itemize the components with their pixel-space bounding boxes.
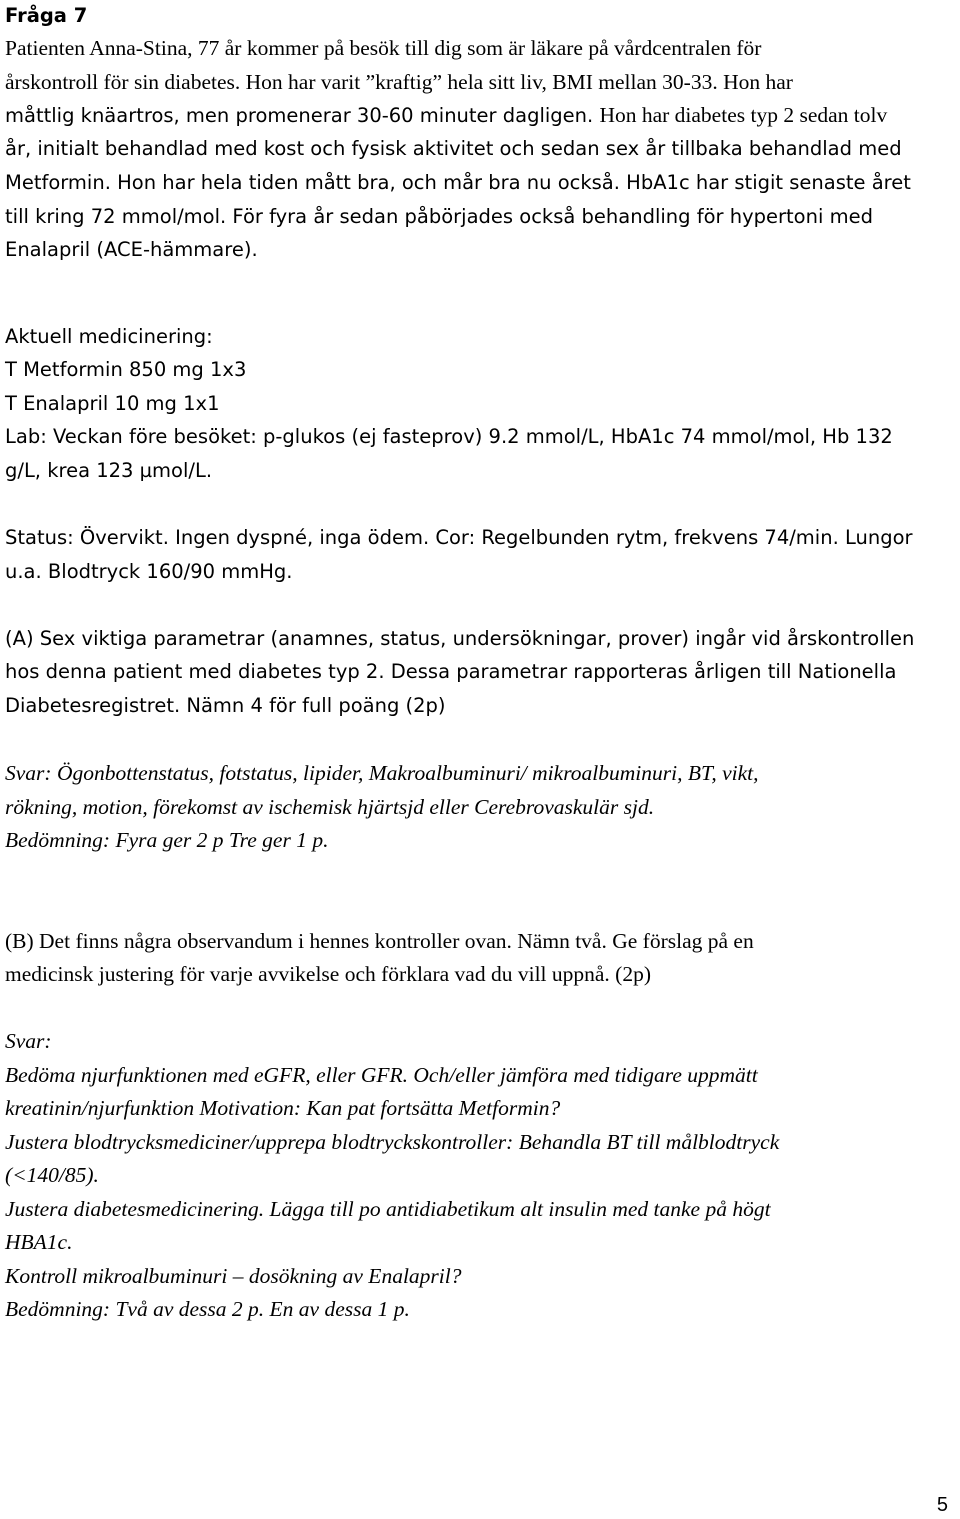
- part-a-answer-line-2: rökning, motion, förekomst av ischemisk hjärtsjd eller Cerebrovaskulär sjd.: [5, 795, 655, 819]
- intro-line-5: [5, 168, 911, 197]
- intro-line-5-tail: HbA1c har stigit senaste året: [619, 171, 911, 194]
- lab-line-1: Lab: Veckan före besöket: p-glukos (ej fasteprov) 9.2 mmol/L, HbA1c 74 mmol/mol, Hb 132: [5, 425, 893, 448]
- medication-heading: Aktuell medicinering:: [5, 325, 213, 348]
- part-b-grading: Bedömning: Två av dessa 2 p. En av dessa 1 p.: [5, 1297, 410, 1321]
- medication-item-1: T Metformin 850 mg 1x3: [5, 358, 247, 381]
- intro-line-5-mid: Hon har hela tiden mått bra, och mår bra nu också.: [117, 171, 620, 194]
- intro-line-3-start: måttlig knäartros, men promenerar 30-60 minuter dagligen.: [5, 104, 600, 127]
- part-b-answer-line-6: HBA1c.: [5, 1230, 73, 1254]
- part-b-answer-line-2: kreatinin/njurfunktion Motivation: Kan pat fortsätta Metformin?: [5, 1096, 561, 1120]
- intro-line-3: [5, 101, 887, 130]
- part-b-answer-line-7: Kontroll mikroalbuminuri – dosökning av Enalapril?: [5, 1264, 462, 1288]
- question-title: Fråga 7: [5, 4, 88, 27]
- lab-line-2: g/L, krea 123 µmol/L.: [5, 459, 213, 482]
- intro-line-7: Enalapril (ACE-hämmare).: [5, 238, 258, 261]
- part-b-answer-line-1: Bedöma njurfunktionen med eGFR, eller GFR. Och/eller jämföra med tidigare uppmätt: [5, 1063, 758, 1087]
- part-a-line-3: Diabetesregistret. Nämn 4 för full poäng (2p): [5, 694, 446, 717]
- intro-line-2: årskontroll för sin diabetes. Hon har varit ”kraftig” hela sitt liv, BMI mellan 30-33. Hon har: [5, 70, 793, 94]
- part-b-answer-line-4: (<140/85).: [5, 1163, 99, 1187]
- part-b-line-2: medicinsk justering för varje avvikelse och förklara vad du vill uppnå. (2p): [5, 962, 651, 986]
- part-b-answer-line-5: Justera diabetesmedicinering. Lägga till po antidiabetikum alt insulin med tanke på högt: [5, 1197, 771, 1221]
- intro-line-6-tail: För fyra år sedan påbörjades också behandling för hypertoni med: [232, 205, 873, 228]
- page-number: 5: [936, 1494, 948, 1516]
- part-a-answer-line-1: Svar: Ögonbottenstatus, fotstatus, lipider, Makroalbuminuri/ mikroalbuminuri, BT, vikt,: [5, 761, 759, 785]
- medication-item-2: T Enalapril 10 mg 1x1: [5, 392, 220, 415]
- part-b-answer-line-3: Justera blodtrycksmediciner/upprepa blodtryckskontroller: Behandla BT till målblodtryck: [5, 1130, 780, 1154]
- part-b-line-1: (B) Det finns några observandum i hennes kontroller ovan. Nämn två. Ge förslag på en: [5, 929, 754, 953]
- part-a-line-2: hos denna patient med diabetes typ 2. Dessa parametrar rapporteras årligen till Nationella: [5, 660, 897, 683]
- status-line-2: u.a. Blodtryck 160/90 mmHg.: [5, 560, 293, 583]
- part-b-answer-label: Svar:: [5, 1029, 52, 1053]
- intro-line-4: år, initialt behandlad med kost och fysisk aktivitet och sedan sex år tillbaka behandlad med: [5, 137, 902, 160]
- intro-line-3-tail: Hon har diabetes typ 2 sedan tolv: [599, 103, 888, 127]
- intro-line-6-start: till kring 72 mmol/mol.: [5, 205, 233, 228]
- intro-line-6: [5, 202, 873, 231]
- intro-line-1: Patienten Anna-Stina, 77 år kommer på besök till dig som är läkare på vårdcentralen för: [5, 36, 762, 60]
- part-a-grading: Bedömning: Fyra ger 2 p Tre ger 1 p.: [5, 828, 329, 852]
- intro-line-5-start: Metformin.: [5, 171, 118, 194]
- status-line-1: Status: Övervikt. Ingen dyspné, inga ödem. Cor: Regelbunden rytm, frekvens 74/min. Lungor: [5, 526, 913, 549]
- part-a-line-1: (A) Sex viktiga parametrar (anamnes, status, undersökningar, prover) ingår vid årskontrollen: [5, 627, 915, 650]
